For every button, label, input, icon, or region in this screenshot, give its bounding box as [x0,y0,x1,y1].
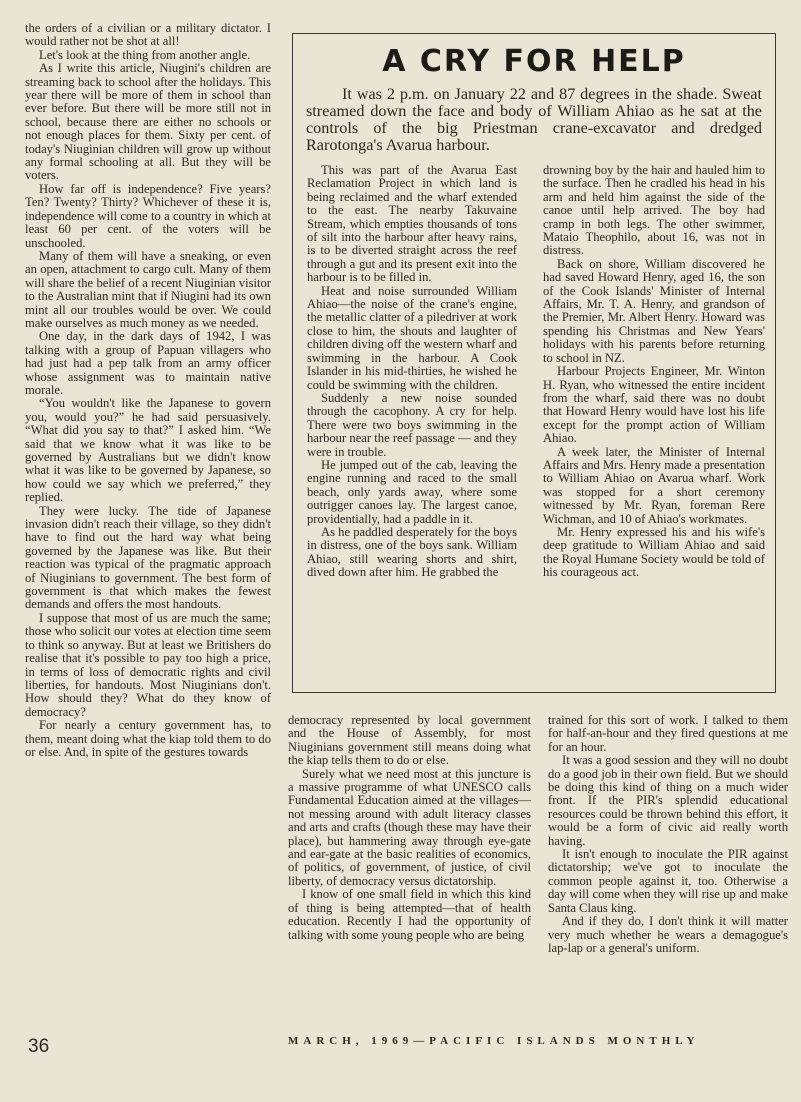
running-footer: MARCH, 1969—PACIFIC ISLANDS MONTHLY [288,1035,700,1047]
paragraph: For nearly a century government has, to them, meant doing what the kiap told them to do or else. And, in spite of the gestures towards [25,718,271,759]
paragraph: drowning boy by the hair and hauled him to the surface. Then he cradled his head in his arm and held him against the side of the canoe until help arrived. The boy had cramp in both legs. The other swimmer, Mataio Theophilo, about 16, was not in distress. [543,163,765,258]
paragraph: Many of them will have a sneaking, or even an open, attachment to cargo cult. Many of them will share the belief of a recent Niuginian visitor to the Australian mint that if Niugini had its own mint all our troubles would be over. We could make ourselves as much money as we needed. [25,248,271,330]
box-column-right [543,164,765,580]
paragraph: As he paddled desperately for the boys in distress, one of the boys sank. William Ahiao, still wearing shorts and shirt, dived down after him. He grabbed the [307,524,517,580]
paragraph: How far off is independence? Five years? Ten? Twenty? Thirty? Whichever of these it is, independence will come to a country in which at least 60 per cent. of the voters will be unschooled. [25,181,271,250]
paragraph: I suppose that most of us are much the same; those who solicit our votes at election time seem to think so anyway. But at least we Britishers do realise that it's possible to pay too high a price, in terms of loss of democratic rights and civil liberties, for handouts. Most Niuginians don't. How should they? What do they know of democracy? [25,610,271,719]
paragraph: Harbour Projects Engineer, Mr. Winton H. Ryan, who witnessed the entire incident from the wharf, said there was no doubt that Howard Henry would have lost his life except for the prompt action of William Ahiao. [543,364,765,446]
sidebar-box-a-cry-for-help [292,33,776,693]
paragraph: Back on shore, William discovered he had saved Howard Henry, aged 16, the son of the Cook Islands' Minister of Internal Affairs, Mr. T. A. Henry, and grandson of the Premier, Mr. Albert Henry. Howard was spending his Christmas and New Years' holidays with his parents before returning to school in NZ. [543,256,765,365]
paragraph: the orders of a civilian or a military dictator. I would rather not be shot at all! [25,21,271,49]
paragraph: Suddenly a new noise sounded through the cacophony. A cry for help. There were two boys swimming in the harbour near the reef passage — and they were in trouble. [307,390,517,459]
box-title: A CRY FOR HELP [382,44,686,79]
paragraph: And if they do, I don't think it will matter very much whether he wears a demagogue's lap-lap or a general's uniform. [548,914,788,955]
box-intro: It was 2 p.m. on January 22 and 87 degrees in the shade. Sweat streamed down the face and body of William Ahiao as he sat at the controls of the big Priestman crane-excavator and dredged Rarotonga's Avarua harbour. [306,85,762,154]
paragraph: Surely what we need most at this juncture is a massive programme of what UNESCO calls Fundamental Education aimed at the villages— not messing around with adult literacy classes and arts and crafts (though these may have their place), but hammering away through eye-gate and ear-gate at the basic realities of economics, of politics, of government, of justice, of civil liberty, of democracy versus dictatorship. [288,766,531,888]
paragraph: As I write this article, Niugini's children are streaming back to school after the holidays. This year there will be more of them in school than ever before. But there will be more still not in school, because there are either no schools or not enough places for them. Sixty per cent. of today's Niuginian children will grow up without any formal schooling at all. But they will be voters. [25,61,271,183]
paragraph: They were lucky. The tide of Japanese invasion didn't reach their village, so they didn't have to find out the hard way what being governed by the Japanese was like. But their reaction was typical of the pragmatic approach of Niuginians to government. The best form of government is that which makes the fewest demands and offers the most handouts. [25,503,271,612]
paragraph: One day, in the dark days of 1942, I was talking with a group of Papuan villagers who had just had a pep talk from an army officer whose assignment was to maintain native morale. [25,329,271,397]
bottom-column-left [288,714,531,942]
page-number: 36 [28,1036,50,1057]
paragraph: Mr. Henry expressed his and his wife's deep gratitude to William Ahiao and said the Royal Humane Society would be told of his courageous act. [543,524,765,580]
paragraph: democracy represented by local government and the House of Assembly, for most Niuginians government still means doing what the kiap tells them to do or else. [288,713,531,768]
paragraph: I know of one small field in which this kind of thing is being attempted—that of health education. Recently I had the opportunity of talking with some young people who are being [288,887,531,942]
bottom-column-right [548,714,788,955]
paragraph: “You wouldn't like the Japanese to govern you, would you?” he had said persuasively. “What did you say to that?” I asked him. “We said that we know what it was like to be governed by Australians but we didn't know what it was like to be governed by Japanese, so how could we say which we preferred,” they replied. [25,396,271,505]
paragraph: It isn't enough to inoculate the PIR against dictatorship; we've got to inoculate the common people against it, too. Otherwise a day will come when they will rise up and make Santa Claus king. [548,847,788,915]
paragraph: Heat and noise surrounded William Ahiao—the noise of the crane's engine, the metallic clatter of a piledriver at work close to him, the shouts and laughter of children diving off the western wharf and swimming in the harbour. A Cook Islander in his mid-thirties, he wished he could be swimming with the children. [307,283,517,392]
paragraph: A week later, the Minister of Internal Affairs and Mrs. Henry made a presentation to William Ahiao on Avarua wharf. Work was stopped for a short ceremony witnessed by Mr. Ryan, foreman Rere Wichman, and 10 of Ahiao's workmates. [543,444,765,526]
paragraph: This was part of the Avarua East Reclamation Project in which land is being reclaimed and the wharf extended to the east. The nearby Takuvaine Stream, which empties thousands of tons of silt into the harbour after heavy rains, is to be diverted straight across the reef through a gut and its present exit into the harbour is to be filled in. [307,163,517,285]
paragraph: trained for this sort of work. I talked to them for half-an-hour and they fired questions at me for an hour. [548,713,788,754]
paragraph: He jumped out of the cab, leaving the engine running and raced to the small beach, only yards away, where some outrigger canoes lay. The largest canoe, providentially, had a paddle in it. [307,457,517,526]
box-column-left [307,164,517,580]
paragraph: It was a good session and they will no doubt do a good job in their own field. But we should be doing this kind of thing on a much wider front. If the PIR's splendid educational resources could be thrown behind this effort, it would be a form of civic aid really worth having. [548,753,788,848]
paragraph: Let's look at the thing from another angle. [39,47,251,62]
left-column [25,22,271,759]
